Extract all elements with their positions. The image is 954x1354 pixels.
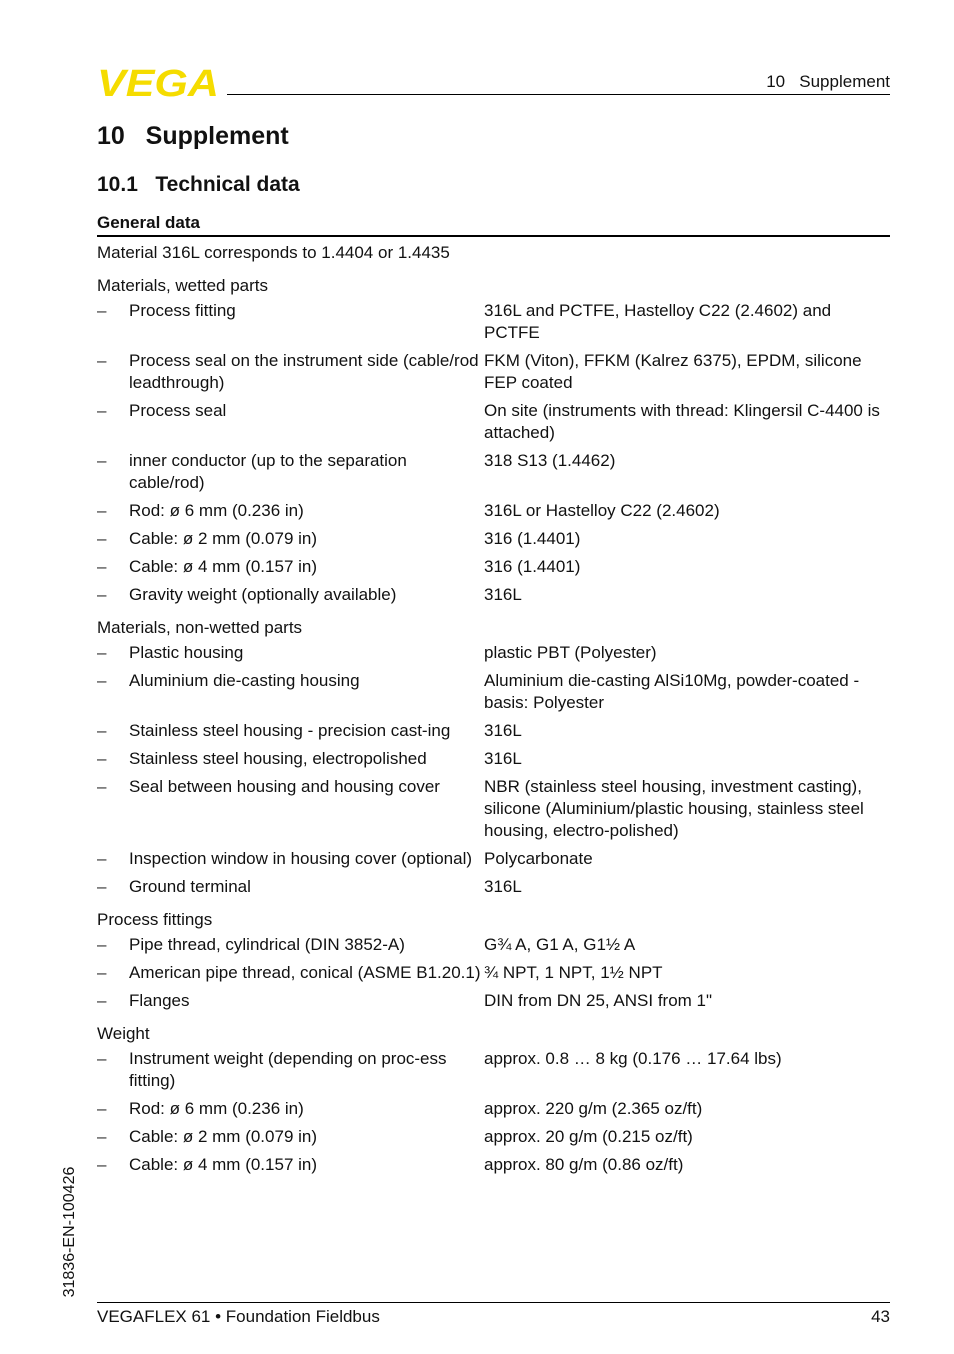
data-row bbox=[97, 350, 890, 394]
row-value: 316L or Hastelloy C22 (2.4602) bbox=[484, 501, 720, 520]
row-label: Instrument weight (depending on proc-ess fitting) bbox=[129, 1049, 447, 1090]
data-row bbox=[97, 1154, 890, 1176]
data-row bbox=[97, 300, 890, 344]
bullet-dash: – bbox=[97, 877, 107, 896]
bullet-dash: – bbox=[97, 643, 107, 662]
bullet-dash: – bbox=[97, 991, 107, 1010]
data-groups bbox=[97, 275, 890, 1176]
row-value: ¾ NPT, 1 NPT, 1½ NPT bbox=[484, 963, 663, 982]
data-row bbox=[97, 990, 890, 1012]
row-value: approx. 20 g/m (0.215 oz/ft) bbox=[484, 1127, 693, 1146]
technical-data-content bbox=[97, 242, 890, 1176]
row-label: Cable: ø 4 mm (0.157 in) bbox=[129, 1155, 318, 1174]
bullet-dash: – bbox=[97, 671, 107, 690]
data-row bbox=[97, 876, 890, 898]
bullet-dash: – bbox=[97, 351, 107, 370]
row-value: 316L and PCTFE, Hastelloy C22 (2.4602) and PCTFE bbox=[484, 301, 832, 342]
row-value: 316L bbox=[484, 585, 522, 604]
data-row bbox=[97, 450, 890, 494]
bullet-dash: – bbox=[97, 529, 107, 548]
row-value: 316 (1.4401) bbox=[484, 529, 581, 548]
row-value: DIN from DN 25, ANSI from 1" bbox=[484, 991, 713, 1010]
bullet-dash: – bbox=[97, 721, 107, 740]
bullet-dash: – bbox=[97, 451, 107, 470]
group-title: Weight bbox=[97, 1024, 150, 1043]
row-value: On site (instruments with thread: Klingersil C-4400 is attached) bbox=[484, 401, 880, 442]
row-label: Rod: ø 6 mm (0.236 in) bbox=[129, 501, 304, 520]
header-rule bbox=[227, 94, 890, 95]
vega-logo-text: VEGA bbox=[97, 66, 219, 98]
data-group bbox=[97, 909, 890, 1012]
row-label: Cable: ø 2 mm (0.079 in) bbox=[129, 1127, 318, 1146]
row-value: approx. 80 g/m (0.86 oz/ft) bbox=[484, 1155, 684, 1174]
row-value: 316L bbox=[484, 877, 522, 896]
data-row bbox=[97, 642, 890, 664]
header-section-label: 10 Supplement bbox=[766, 72, 890, 91]
row-label: Aluminium die-casting housing bbox=[129, 671, 360, 690]
data-row bbox=[97, 748, 890, 770]
row-label: Inspection window in housing cover (optional) bbox=[129, 849, 473, 868]
group-title: Process fittings bbox=[97, 910, 213, 929]
row-label: Ground terminal bbox=[129, 877, 251, 896]
data-group bbox=[97, 275, 890, 606]
row-value: Polycarbonate bbox=[484, 849, 593, 868]
row-label: Plastic housing bbox=[129, 643, 244, 662]
bullet-dash: – bbox=[97, 935, 107, 954]
row-label: Process seal on the instrument side (cable/rod leadthrough) bbox=[129, 351, 479, 392]
bullet-dash: – bbox=[97, 1155, 107, 1174]
subsection-rule bbox=[97, 235, 890, 237]
material-note: Material 316L corresponds to 1.4404 or 1.4435 bbox=[97, 243, 450, 262]
row-value: 316L bbox=[484, 749, 522, 768]
data-row bbox=[97, 1098, 890, 1120]
data-group bbox=[97, 617, 890, 898]
bullet-dash: – bbox=[97, 585, 107, 604]
row-value: 316L bbox=[484, 721, 522, 740]
row-label: Process fitting bbox=[129, 301, 236, 320]
row-value: Aluminium die-casting AlSi10Mg, powder-coated - basis: Polyester bbox=[484, 671, 860, 712]
row-value: approx. 220 g/m (2.365 oz/ft) bbox=[484, 1099, 703, 1118]
subsection-title: General data bbox=[97, 213, 200, 232]
data-row bbox=[97, 584, 890, 606]
page-number: 43 bbox=[871, 1307, 890, 1326]
data-row bbox=[97, 670, 890, 714]
bullet-dash: – bbox=[97, 501, 107, 520]
bullet-dash: – bbox=[97, 777, 107, 796]
data-row bbox=[97, 400, 890, 444]
vega-logo bbox=[97, 66, 219, 98]
data-row bbox=[97, 528, 890, 550]
data-row bbox=[97, 1126, 890, 1148]
row-label: American pipe thread, conical (ASME B1.20.1) bbox=[129, 963, 481, 982]
data-group bbox=[97, 1023, 890, 1176]
row-label: Seal between housing and housing cover bbox=[129, 777, 440, 796]
chapter-title: 10 Supplement bbox=[97, 122, 289, 150]
row-value: FKM (Viton), FFKM (Kalrez 6375), EPDM, silicone FEP coated bbox=[484, 351, 862, 392]
section-title: 10.1 Technical data bbox=[97, 173, 300, 196]
row-label: Flanges bbox=[129, 991, 190, 1010]
row-label: Cable: ø 2 mm (0.079 in) bbox=[129, 529, 318, 548]
row-value: plastic PBT (Polyester) bbox=[484, 643, 657, 662]
data-row bbox=[97, 962, 890, 984]
data-row bbox=[97, 776, 890, 842]
row-value: 316 (1.4401) bbox=[484, 557, 581, 576]
row-value: 318 S13 (1.4462) bbox=[484, 451, 616, 470]
bullet-dash: – bbox=[97, 849, 107, 868]
footer-document-title: VEGAFLEX 61 • Foundation Fieldbus bbox=[97, 1307, 380, 1326]
row-label: Cable: ø 4 mm (0.157 in) bbox=[129, 557, 318, 576]
group-title: Materials, wetted parts bbox=[97, 276, 269, 295]
row-label: inner conductor (up to the separation cable/rod) bbox=[129, 451, 407, 492]
row-label: Stainless steel housing, electropolished bbox=[129, 749, 427, 768]
data-row bbox=[97, 934, 890, 956]
bullet-dash: – bbox=[97, 749, 107, 768]
bullet-dash: – bbox=[97, 401, 107, 420]
footer-rule bbox=[97, 1302, 890, 1303]
bullet-dash: – bbox=[97, 557, 107, 576]
data-row bbox=[97, 1048, 890, 1092]
row-value: NBR (stainless steel housing, investment casting), silicone (Aluminium/plastic housing, stainless steel housing, electro-polished) bbox=[484, 777, 864, 840]
bullet-dash: – bbox=[97, 1049, 107, 1068]
row-label: Gravity weight (optionally available) bbox=[129, 585, 397, 604]
data-row bbox=[97, 720, 890, 742]
data-row bbox=[97, 556, 890, 578]
row-value: G¾ A, G1 A, G1½ A bbox=[484, 935, 636, 954]
row-label: Process seal bbox=[129, 401, 227, 420]
bullet-dash: – bbox=[97, 963, 107, 982]
row-value: approx. 0.8 … 8 kg (0.176 … 17.64 lbs) bbox=[484, 1049, 782, 1068]
row-label: Stainless steel housing - precision cast-ing bbox=[129, 721, 451, 740]
row-label: Pipe thread, cylindrical (DIN 3852-A) bbox=[129, 935, 405, 954]
bullet-dash: – bbox=[97, 1127, 107, 1146]
group-title: Materials, non-wetted parts bbox=[97, 618, 303, 637]
row-label: Rod: ø 6 mm (0.236 in) bbox=[129, 1099, 304, 1118]
bullet-dash: – bbox=[97, 301, 107, 320]
document-code: 31836-EN-100426 bbox=[61, 1166, 78, 1298]
data-row bbox=[97, 500, 890, 522]
data-row bbox=[97, 848, 890, 870]
bullet-dash: – bbox=[97, 1099, 107, 1118]
